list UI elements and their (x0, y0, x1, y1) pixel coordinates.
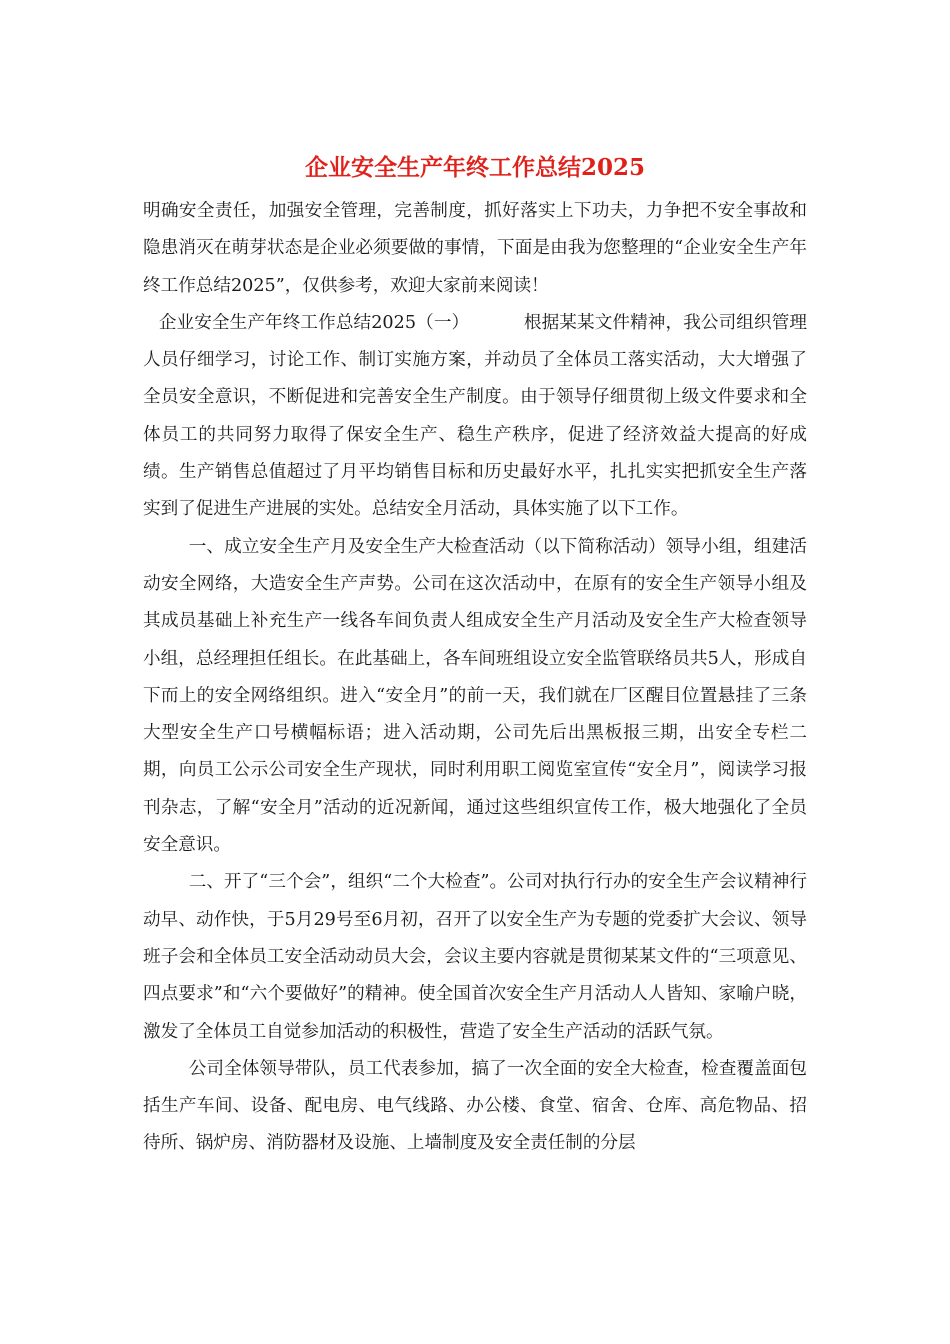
document-title: 企业安全生产年终工作总结2025 (304, 154, 645, 181)
intro-paragraph: 明确安全责任，加强安全管理，完善制度，抓好落实上下功夫，力争把不安全事故和隐患消灭在萌芽状态是企业必须要做的事情，下面是由我为您整理的“企业安全生产年终工作总结2025”，仅供参考，欢迎大家前来阅读！ (143, 201, 807, 296)
paragraph-3: 二、开了“三个会”，组织“二个大检查”。公司对执行行办的安全生产会议精神行动早、动作快，于5月29号至6月初，召开了以安全生产为专题的党委扩大会议、领导班子会和全体员工安全活动动员大会，会议主要内容就是贯彻某某文件的“三项意见、四点要求”和“六个要做好”的精神。使全国首次安全生产月活动人人皆知、家喻户晓，激发了全体员工自觉参加活动的积极性，营造了安全生产活动的活跃气氛。 (143, 872, 807, 1042)
section-paragraph-1 (143, 305, 807, 529)
paragraph-1-text: 根据某某文件精神，我公司组织管理人员仔细学习，讨论工作、制订实施方案，并动员了全体员工落实活动，大大增强了全员安全意识，不断促进和完善安全生产制度。由于领导仔细贯彻上级文件要求和全体员工的共同努力取得了保安全生产、稳生产秩序，促进了经济效益大提高的好成绩。生产销售总值超过了月平均销售目标和历史最好水平，扎扎实实把抓安全生产落实到了促进生产进展的实处。总结安全月活动，具体实施了以下工作。 (143, 312, 807, 520)
document-body (143, 193, 807, 1163)
paragraph-2: 一、成立安全生产月及安全生产大检查活动（以下简称活动）领导小组，组建活动安全网络，大造安全生产声势。公司在这次活动中，在原有的安全生产领导小组及其成员基础上补充生产一线各车间负责人组成安全生产月活动及安全生产大检查领导小组，总经理担任组长。在此基础上，各车间班组设立安全监管联络员共5人，形成自下而上的安全网络组织。进入“安全月”的前一天，我们就在厂区醒目位置悬挂了三条大型安全生产口号横幅标语；进入活动期，公司先后出黑板报三期，出安全专栏二期，向员工公示公司安全生产现状，同时利用职工阅览室宣传“安全月”，阅读学习报刊杂志，了解“安全月”活动的近况新闻，通过这些组织宣传工作，极大地强化了全员安全意识。 (143, 536, 807, 856)
section-heading: 企业安全生产年终工作总结2025（一） (158, 312, 470, 333)
paragraph-4: 公司全体领导带队，员工代表参加，搞了一次全面的安全大检查，检查覆盖面包括生产车间、设备、配电房、电气线路、办公楼、食堂、宿舍、仓库、高危物品、招待所、锅炉房、消防器材及设施、上墙制度及安全责任制的分层 (143, 1058, 807, 1154)
